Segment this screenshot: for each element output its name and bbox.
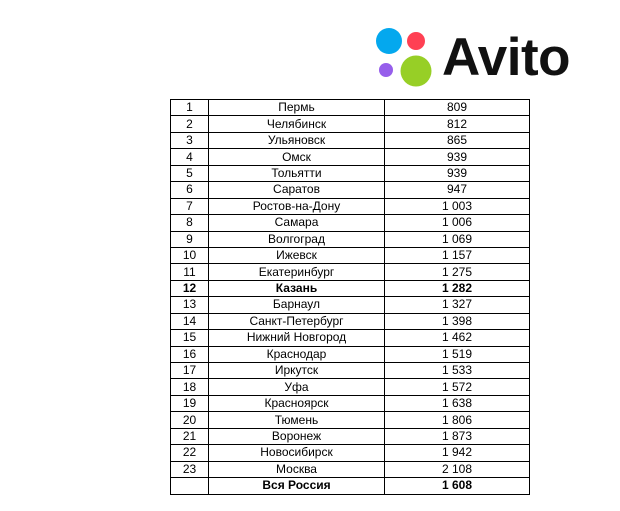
table-row <box>171 461 530 477</box>
city-cell: Москва <box>209 461 385 477</box>
city-cell: Воронеж <box>209 428 385 444</box>
rank-cell: 12 <box>171 280 209 296</box>
city-cell: Челябинск <box>209 116 385 132</box>
table-row <box>171 330 530 346</box>
value-cell: 1 533 <box>385 363 530 379</box>
city-cell: Самара <box>209 215 385 231</box>
city-cell: Саратов <box>209 182 385 198</box>
value-cell: 2 108 <box>385 461 530 477</box>
value-cell: 1 157 <box>385 247 530 263</box>
rank-cell: 18 <box>171 379 209 395</box>
table-row <box>171 346 530 362</box>
table-row <box>171 379 530 395</box>
rank-cell: 15 <box>171 330 209 346</box>
city-cell: Иркутск <box>209 363 385 379</box>
value-cell: 812 <box>385 116 530 132</box>
table-row <box>171 215 530 231</box>
table-row <box>171 478 530 494</box>
value-cell: 1 462 <box>385 330 530 346</box>
value-cell: 809 <box>385 100 530 116</box>
table-row <box>171 280 530 296</box>
table-row <box>171 412 530 428</box>
table-row <box>171 445 530 461</box>
rating-table-body <box>171 100 530 495</box>
city-cell: Новосибирск <box>209 445 385 461</box>
value-cell: 1 572 <box>385 379 530 395</box>
table-row <box>171 313 530 329</box>
rank-cell: 3 <box>171 132 209 148</box>
rank-cell <box>171 478 209 494</box>
rank-cell: 10 <box>171 247 209 263</box>
logo-dot-red <box>407 32 425 50</box>
table-row <box>171 395 530 411</box>
rank-cell: 5 <box>171 165 209 181</box>
table-row <box>171 100 530 116</box>
rank-cell: 22 <box>171 445 209 461</box>
table-row <box>171 182 530 198</box>
rank-cell: 6 <box>171 182 209 198</box>
table-row <box>171 149 530 165</box>
logo-wordmark: Avito <box>442 28 571 87</box>
value-cell: 1 942 <box>385 445 530 461</box>
city-cell: Краснодар <box>209 346 385 362</box>
value-cell: 1 608 <box>385 478 530 494</box>
rank-cell: 17 <box>171 363 209 379</box>
value-cell: 1 003 <box>385 198 530 214</box>
table-row <box>171 247 530 263</box>
city-cell: Ульяновск <box>209 132 385 148</box>
value-cell: 1 327 <box>385 297 530 313</box>
avito-logo <box>372 24 587 92</box>
city-cell: Ростов-на-Дону <box>209 198 385 214</box>
city-cell: Ижевск <box>209 247 385 263</box>
city-cell: Тольятти <box>209 165 385 181</box>
city-cell: Барнаул <box>209 297 385 313</box>
rank-cell: 23 <box>171 461 209 477</box>
rank-cell: 1 <box>171 100 209 116</box>
city-cell: Волгоград <box>209 231 385 247</box>
table-row <box>171 116 530 132</box>
logo-dot-purple <box>379 63 393 77</box>
rank-cell: 9 <box>171 231 209 247</box>
city-cell: Пермь <box>209 100 385 116</box>
table-row <box>171 297 530 313</box>
rank-cell: 7 <box>171 198 209 214</box>
city-cell: Нижний Новгород <box>209 330 385 346</box>
city-cell: Тюмень <box>209 412 385 428</box>
value-cell: 1 873 <box>385 428 530 444</box>
rank-cell: 2 <box>171 116 209 132</box>
city-rating-table <box>170 99 530 495</box>
table-row <box>171 231 530 247</box>
city-cell: Вся Россия <box>209 478 385 494</box>
rank-cell: 4 <box>171 149 209 165</box>
value-cell: 1 398 <box>385 313 530 329</box>
rank-cell: 13 <box>171 297 209 313</box>
city-cell: Екатеринбург <box>209 264 385 280</box>
rank-cell: 19 <box>171 395 209 411</box>
city-cell: Уфа <box>209 379 385 395</box>
table-row <box>171 198 530 214</box>
value-cell: 1 275 <box>385 264 530 280</box>
value-cell: 947 <box>385 182 530 198</box>
value-cell: 939 <box>385 165 530 181</box>
city-cell: Казань <box>209 280 385 296</box>
rank-cell: 14 <box>171 313 209 329</box>
value-cell: 1 006 <box>385 215 530 231</box>
value-cell: 1 638 <box>385 395 530 411</box>
rank-cell: 8 <box>171 215 209 231</box>
logo-dot-blue <box>376 28 402 54</box>
table-row <box>171 428 530 444</box>
city-cell: Омск <box>209 149 385 165</box>
city-cell: Санкт-Петербург <box>209 313 385 329</box>
table-row <box>171 363 530 379</box>
rank-cell: 21 <box>171 428 209 444</box>
rank-cell: 11 <box>171 264 209 280</box>
value-cell: 1 069 <box>385 231 530 247</box>
table-row <box>171 264 530 280</box>
value-cell: 1 806 <box>385 412 530 428</box>
value-cell: 939 <box>385 149 530 165</box>
value-cell: 865 <box>385 132 530 148</box>
table-row <box>171 132 530 148</box>
logo-dot-green <box>401 56 432 87</box>
value-cell: 1 519 <box>385 346 530 362</box>
city-cell: Красноярск <box>209 395 385 411</box>
value-cell: 1 282 <box>385 280 530 296</box>
table-row <box>171 165 530 181</box>
avito-dots-icon <box>372 24 440 92</box>
rank-cell: 20 <box>171 412 209 428</box>
rank-cell: 16 <box>171 346 209 362</box>
